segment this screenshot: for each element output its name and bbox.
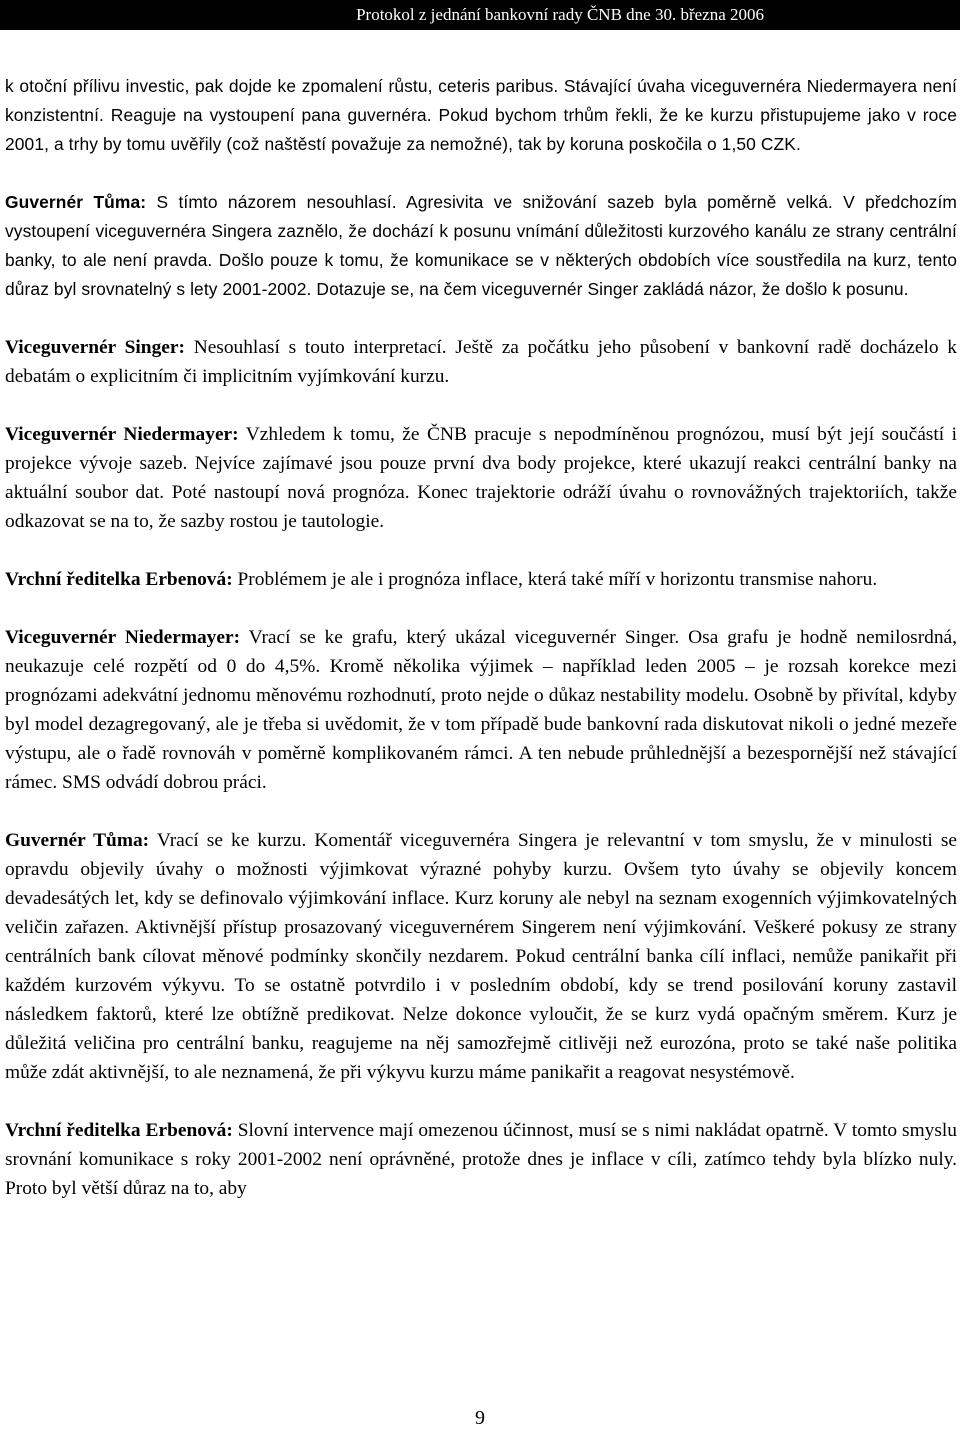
paragraph-text: k otoční přílivu investic, pak dojde ke zpomalení růstu, ceteris paribus. Stávající úvaha viceguvernéra Niedermayera není konzistentní. Reaguje na vystoupení pana guvernéra. Pokud bychom trhům řekli, že ke kurzu přistupujeme jako v roce 2001, a trhy by tomu uvěřily (což naštěstí považuje za nemožné), tak by koruna poskočila o 1,50 CZK. [5,76,957,154]
speaker-name: Vrchní ředitelka Erbenová: [5,1120,233,1141]
paragraph-8 [5,1116,957,1203]
speaker-name: Viceguvernér Singer: [5,337,185,358]
document-body [5,72,957,1232]
paragraph-text: S tímto názorem nesouhlasí. Agresivita ve snižování sazeb byla poměrně velká. V předchozím vystoupení viceguvernéra Singera zaznělo, že dochází k posunu vnímání důležitosti kurzového kanálu ze strany centrální banky, to ale není pravda. Došlo pouze k tomu, že komunikace se v některých obdobích více soustředila na kurz, tento důraz byl srovnatelný s lety 2001-2002. Dotazuje se, na čem viceguvernér Singer zakládá názor, že došlo k posunu. [5,192,957,299]
paragraph-3 [5,333,957,391]
paragraph-5 [5,565,957,594]
paragraph-4 [5,420,957,536]
paragraph-text: Slovní intervence mají omezenou účinnost, musí se s nimi nakládat opatrně. V tomto smyslu srovnání komunikace s roky 2001-2002 není oprávněné, protože dnes je inflace v cíli, zatímco tehdy byla blízko nuly. Proto byl větší důraz na to, aby [5,1120,957,1199]
speaker-name: Vrchní ředitelka Erbenová: [5,569,233,590]
speaker-name: Viceguvernér Niedermayer: [5,627,241,648]
paragraph-text: Vzhledem k tomu, že ČNB pracuje s nepodmíněnou prognózou, musí být její součástí i projekce vývoje sazeb. Nejvíce zajímavé jsou pouze první dva body projekce, které ukazují reakci centrální banky na aktuální soubor dat. Poté nastoupí nová prognóza. Konec trajektorie odráží úvahu o rovnovážných trajektoriích, takže odkazovat se na to, že sazby rostou je tautologie. [5,424,957,532]
paragraph-text: Nesouhlasí s touto interpretací. Ještě za počátku jeho působení v bankovní radě docházelo k debatám o explicitním či implicitním vyjímkování kurzu. [5,337,957,387]
paragraph-text: Problémem je ale i prognóza inflace, která také míří v horizontu transmise nahoru. [232,569,878,590]
paragraph-6 [5,623,957,797]
header-title: Protokol z jednání bankovní rady ČNB dne 30. března 2006 [356,5,764,24]
paragraph-text: Vrací se ke grafu, který ukázal viceguvernér Singer. Osa grafu je hodně nemilosrdná, neukazuje celé rozpětí od 0 do 4,5%. Kromě několika výjimek – například leden 2005 – je rozsah korekce mezi prognózami adekvátní jednomu měnovému rozhodnutí, proto nejde o důkaz nestability modelu. Osobně by přivítal, kdyby byl model dezagregovaný, ale je třeba si uvědomit, že v tom případě bude bankovní rada diskutovat nikoli o jedné mezeře výstupu, ale o řadě rovnováh v poměrně komplikovaném rámci. A ten nebude průhlednější a bezespornější než stávající rámec. SMS odvádí dobrou práci. [5,627,957,793]
page-number: 9 [475,1407,485,1429]
paragraph-text: Vrací se ke kurzu. Komentář viceguvernéra Singera je relevantní v tom smyslu, že v minulosti se opravdu objevily úvahy o možnosti výjimkovat výrazné pohyby kurzu. Ovšem tyto úvahy se objevily koncem devadesátých let, kdy se definovalo výjimkování inflace. Kurz koruny ale nebyl na seznam exogenních výjimkovatelných veličin zařazen. Aktivnější přístup prosazovaný viceguvernérem Singerem není výjimkování. Veškeré pokusy ze strany centrálních bank cílovat měnové podmínky skončily nezdarem. Pokud centrální banka cílí inflaci, nemůže panikařit při každém kurzovém výkyvu. To se ostatně potvrdilo i v posledním období, kdy se trend posilování koruny zastavil následkem faktorů, které lze obtížně predikovat. Nelze dokonce vyloučit, že se kurz vydá opačným směrem. Kurz je důležitá veličina pro centrální banku, reagujeme na něj samozřejmě citlivěji než eurozóna, proto se také naše politika může zdát aktivnější, to ale neznamená, že při výkyvu kurzu máme panikařit a reagovat nesystémově. [5,830,957,1083]
speaker-name: Viceguvernér Niedermayer: [5,424,239,445]
paragraph-1 [5,72,957,159]
page-header [0,0,960,30]
paragraph-7 [5,826,957,1087]
speaker-name: Guvernér Tůma: [5,192,147,212]
speaker-name: Guvernér Tůma: [5,830,150,851]
paragraph-2 [5,188,957,304]
